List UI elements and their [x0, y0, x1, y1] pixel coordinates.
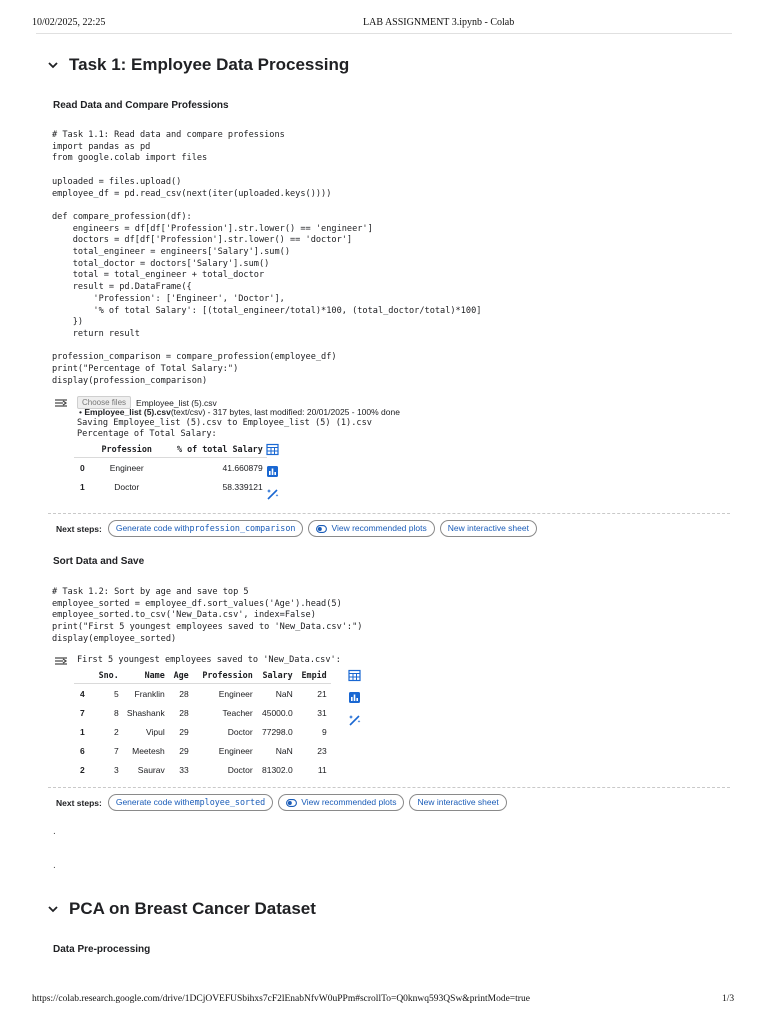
- task12-code-cell[interactable]: # Task 1.2: Sort by age and save top 5 employee_sorted = employee_df.sort_values('Age').head(5) employee_sorted.to_csv('New_Data.csv', index=False) print("First 5 youngest employees saved to 'New_Data.csv':") display(employee_sorted): [52, 587, 363, 644]
- divider: [48, 787, 730, 788]
- magic-wand-icon[interactable]: [266, 487, 280, 500]
- pca-subheading: Data Pre-processing: [53, 944, 151, 955]
- table-row: [74, 684, 331, 704]
- page-number: 1/3: [722, 994, 735, 1004]
- table-cell: 3: [114, 764, 119, 775]
- new-interactive-sheet-button[interactable]: New interactive sheet: [409, 794, 506, 811]
- task12-heading: Sort Data and Save: [53, 556, 145, 567]
- file-entry-meta: (text/csv) - 317 bytes, last modified: 20/01/2025 - 100% done: [170, 407, 400, 417]
- table-cell: NaN: [275, 688, 293, 699]
- row-index: 7: [80, 707, 85, 718]
- table-cell: 23: [317, 745, 327, 756]
- chip-label: View recommended plots: [331, 523, 427, 533]
- table-header: Profession: [93, 441, 161, 458]
- header-divider: [36, 33, 732, 34]
- file-entry-name: Employee_list (5).csv: [84, 407, 171, 417]
- next-steps-label: Next steps:: [56, 523, 102, 534]
- table-cell: Saurav: [137, 764, 165, 775]
- table-header: Sno.: [93, 667, 123, 684]
- table-row: [74, 722, 331, 741]
- table-cell: Teacher: [222, 707, 253, 718]
- table-cell: Doctor: [227, 764, 253, 775]
- section-title: Task 1: Employee Data Processing: [69, 55, 350, 74]
- table-view-icon[interactable]: [348, 669, 361, 682]
- row-index: 4: [80, 688, 85, 699]
- table-cell: 7: [114, 745, 119, 756]
- table-row: [74, 477, 267, 496]
- table-cell: 28: [179, 707, 189, 718]
- table-cell: Franklin: [134, 688, 165, 699]
- view-recommended-plots-button[interactable]: [278, 794, 404, 811]
- table-cell: Engineer: [218, 688, 253, 699]
- pct-line: Percentage of Total Salary:: [77, 429, 217, 439]
- table-cell: 28: [179, 688, 189, 699]
- table-cell: Doctor: [114, 481, 140, 492]
- next-steps-label: Next steps:: [56, 797, 102, 808]
- toggle-icon: [286, 799, 297, 807]
- table-cell: Engineer: [109, 462, 144, 473]
- table-cell: 81302.0: [262, 764, 293, 775]
- chart-suggest-icon[interactable]: [348, 691, 361, 704]
- table-cell: 31: [317, 707, 327, 718]
- next-steps-bar: [56, 520, 542, 537]
- table-cell: 21: [317, 688, 327, 699]
- row-index: 6: [80, 745, 85, 756]
- print-url: https://colab.research.google.com/drive/1DCjOVEFUSbihxs7cF2lEnabNfvW0uPPm#scrollTo=Q0knwq593QSw&printMode=true: [32, 994, 530, 1004]
- table-cell: 33: [179, 764, 189, 775]
- table-cell: 11: [317, 764, 327, 775]
- table-cell: 77298.0: [262, 726, 293, 737]
- section-pca-header[interactable]: [46, 899, 316, 919]
- table-header: % of total Salary: [161, 441, 267, 458]
- table-cell: 9: [322, 726, 327, 737]
- row-index: 1: [80, 481, 85, 492]
- chart-suggest-icon[interactable]: [266, 465, 279, 478]
- dataframe-actions: [266, 443, 280, 500]
- table-cell: Engineer: [218, 745, 253, 756]
- table-header-index: [74, 441, 93, 458]
- chip-prefix: Generate code with: [115, 523, 190, 533]
- view-recommended-plots-button[interactable]: [308, 520, 434, 537]
- table-cell: Meetesh: [132, 745, 165, 756]
- chevron-down-icon[interactable]: [46, 902, 60, 916]
- generate-code-button[interactable]: [108, 794, 273, 811]
- next-steps-bar: [56, 794, 512, 811]
- magic-wand-icon[interactable]: [348, 713, 362, 726]
- file-chosen-label: Employee_list (5).csv: [136, 397, 217, 408]
- table-cell: 8: [114, 707, 119, 718]
- output-toggle-icon[interactable]: [54, 398, 68, 408]
- print-title: LAB ASSIGNMENT 3.ipynb - Colab: [363, 17, 515, 28]
- row-index: 0: [80, 462, 85, 473]
- table-row: [74, 703, 331, 722]
- bullet: •: [79, 407, 85, 417]
- table-cell: 5: [114, 688, 119, 699]
- section-title: PCA on Breast Cancer Dataset: [69, 899, 316, 918]
- profession-comparison-table: [74, 441, 267, 496]
- table-cell: 2: [114, 726, 119, 737]
- dataframe-actions: [348, 669, 362, 726]
- new-interactive-sheet-button[interactable]: New interactive sheet: [440, 520, 537, 537]
- table-row: [74, 458, 267, 478]
- divider: [48, 513, 730, 514]
- text-cell-dot: .: [53, 826, 56, 837]
- table-cell: Vipul: [145, 726, 165, 737]
- row-index: 2: [80, 764, 85, 775]
- output-toggle-icon[interactable]: [54, 656, 68, 666]
- file-entry: [79, 407, 400, 417]
- table-row: [74, 760, 331, 779]
- chip-var: profession_comparison: [189, 523, 296, 533]
- table-header-row: [74, 441, 267, 458]
- table-cell: 45000.0: [262, 707, 293, 718]
- employee-sorted-table: [74, 667, 331, 779]
- table-cell: 29: [179, 726, 189, 737]
- table-header-index: [74, 667, 93, 684]
- print-date: 10/02/2025, 22:25: [32, 17, 106, 28]
- saving-line: Saving Employee_list (5).csv to Employee_list (5) (1).csv: [77, 418, 372, 428]
- choose-files-button[interactable]: Choose files: [77, 396, 131, 409]
- chip-var: employee_sorted: [189, 797, 266, 807]
- chip-label: View recommended plots: [301, 797, 397, 807]
- table-cell: Shashank: [126, 707, 165, 718]
- output-line: First 5 youngest employees saved to 'New_Data.csv':: [77, 655, 341, 665]
- task11-heading: Read Data and Compare Professions: [53, 100, 229, 111]
- table-cell: Doctor: [227, 726, 253, 737]
- table-cell: 58.339121: [222, 481, 263, 492]
- chevron-down-icon[interactable]: [46, 58, 60, 72]
- table-view-icon[interactable]: [266, 443, 279, 456]
- text-cell-dot: .: [53, 860, 56, 871]
- table-header: Age: [169, 667, 193, 684]
- table-header: Salary: [257, 667, 297, 684]
- toggle-icon: [316, 525, 327, 533]
- table-header: Profession: [193, 667, 257, 684]
- table-header: Name: [123, 667, 169, 684]
- table-header-row: [74, 667, 331, 684]
- section-task1-header[interactable]: [46, 55, 349, 75]
- row-index: 1: [80, 726, 85, 737]
- table-cell: NaN: [275, 745, 293, 756]
- table-cell: 29: [179, 745, 189, 756]
- table-row: [74, 741, 331, 760]
- generate-code-button[interactable]: [108, 520, 304, 537]
- table-cell: 41.660879: [222, 462, 263, 473]
- chip-prefix: Generate code with: [115, 797, 190, 807]
- table-header: Empid: [297, 667, 331, 684]
- task11-code-cell[interactable]: # Task 1.1: Read data and compare professions import pandas as pd from google.colab import files uploaded = files.upload() employee_df = pd.read_csv(next(iter(uploaded.keys()))) def compare_profession(df): engineers = df[df['Profession'].str.lower() == 'engineer'] doctors = df[df['Profession'].str.lower() == 'doctor'] total_engineer = engineers['Salary'].sum() total_doctor = doctors['Salary'].sum() total = total_engineer + total_doctor result = pd.DataFrame({ 'Profession': ['Engineer', 'Doctor'], '% of total Salary': [(total_engineer/total)*100, (total_doctor/total)*100] }) return result profession_comparison = compare_profession(employee_df) print("Percentage of Total Salary:") display(profession_comparison): [52, 130, 482, 386]
